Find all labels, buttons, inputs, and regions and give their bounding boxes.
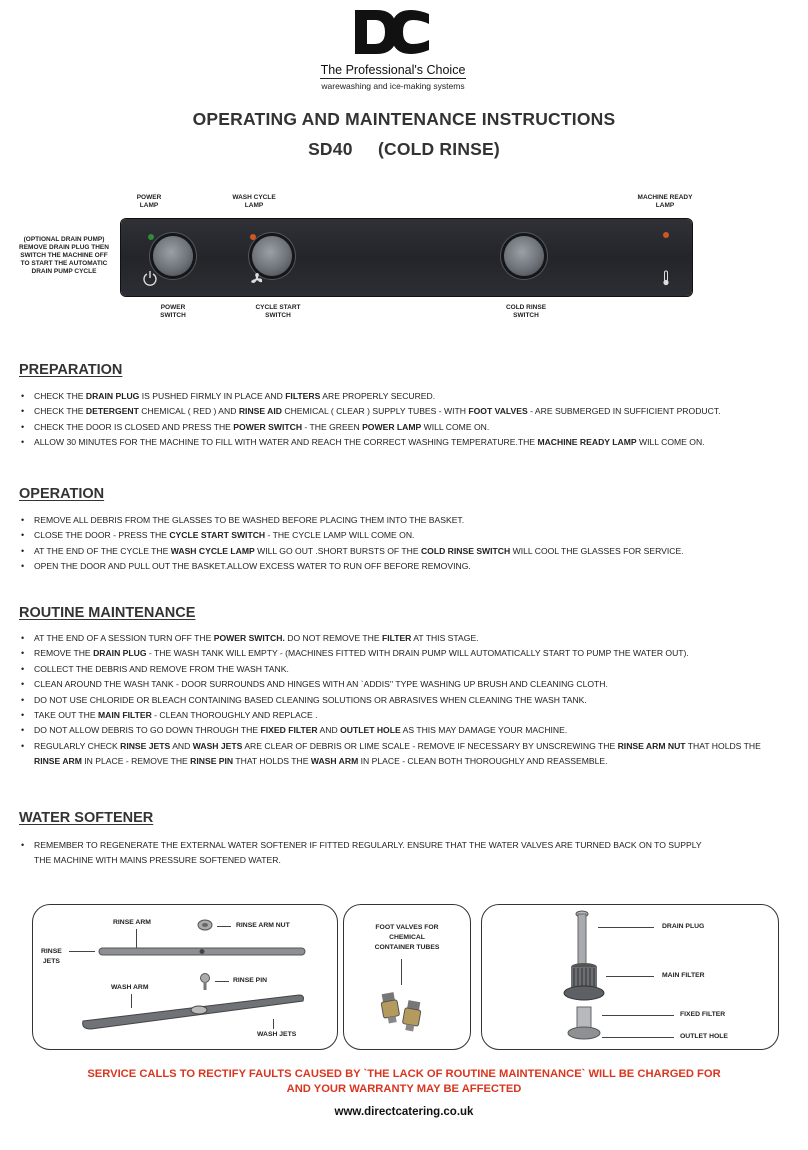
wash-cycle-lamp-label: WASH CYCLE LAMP	[232, 194, 276, 209]
bold-term: DRAIN PLUG	[93, 648, 147, 659]
bold-term: FILTERS	[285, 391, 321, 401]
list-item	[19, 389, 789, 404]
routine-maintenance-heading: ROUTINE MAINTENANCE	[19, 605, 196, 621]
operation-heading: OPERATION	[19, 486, 105, 502]
preparation-list	[19, 389, 789, 451]
text-run: REMOVE THE	[34, 648, 94, 659]
foot-valves-diagram-box	[343, 904, 471, 1050]
power-switch-label: POWER SWITCH	[160, 304, 186, 319]
bold-term: FILTER	[381, 633, 412, 643]
text-run: CHECK THE DOOR IS CLOSED AND PRESS THE	[34, 421, 234, 432]
text-run: - CLEAN THOROUGHLY AND REPLACE .	[151, 710, 318, 721]
list-item	[19, 708, 789, 723]
rinse-pin-leader	[215, 981, 229, 982]
machine-ready-lamp	[663, 232, 669, 238]
rinse-arm-image	[97, 945, 307, 959]
text-run: CHECK THE	[34, 391, 86, 401]
text-run: REGULARLY CHECK	[34, 740, 121, 751]
text-run: CLOSE THE DOOR - PRESS THE	[34, 530, 170, 541]
text-run: - THE CYCLE LAMP WILL COME ON.	[265, 530, 415, 541]
bold-term: MACHINE READY LAMP	[537, 437, 637, 448]
text-run: - THE WASH TANK WILL EMPTY - (MACHINES FITTED WITH DRAIN PUMP WILL AUTOMATICALLY START TO PUMP THE WATER OUT).	[146, 648, 689, 659]
text-run: IN PLACE - REMOVE THE	[81, 756, 191, 767]
text-run: AND	[170, 740, 193, 751]
bold-term: POWER SWITCH	[233, 421, 303, 432]
bold-term: POWER LAMP	[362, 421, 422, 432]
bold-term: RINSE ARM NUT	[617, 740, 686, 751]
text-run: THAT HOLDS THE	[233, 756, 311, 767]
text-run: AS THIS MAY DAMAGE YOUR MACHINE.	[400, 725, 568, 736]
wash-jets-leader	[273, 1019, 274, 1029]
warranty-warning: SERVICE CALLS TO RECTIFY FAULTS CAUSED BY `THE LACK OF ROUTINE MAINTENANCE` WILL BE CHARGED FOR AND YOUR WARRANTY MAY BE AFFECTED	[87, 1068, 721, 1095]
text-run: REMEMBER TO REGENERATE THE EXTERNAL WATER SOFTENER IF FITTED REGULARLY. ENSURE THAT THE WATER VALVES ARE TURNED BACK ON TO SUPPLY THE MACHINE WITH MAINS PRESSURE SOFTENED WATER.	[34, 840, 702, 866]
text-run: WILL COME ON.	[636, 437, 705, 448]
list-item	[19, 559, 789, 574]
rinse-arm-nut-leader	[217, 926, 231, 927]
bold-term: WASH CYCLE LAMP	[170, 545, 255, 556]
bold-term: RINSE ARM	[34, 756, 82, 767]
power-lamp-label: POWER LAMP	[136, 194, 162, 209]
text-run: - ARE SUBMERGED IN SUFFICIENT PRODUCT.	[527, 406, 721, 417]
bold-term: WASH ARM	[310, 756, 359, 767]
text-run: OPEN THE DOOR AND PULL OUT THE BASKET.ALLOW EXCESS WATER TO RUN OFF BEFORE REMOVING.	[34, 561, 471, 572]
list-item	[19, 404, 789, 419]
cold-rinse-switch[interactable]	[504, 236, 544, 276]
text-run: DO NOT USE CHLORIDE OR BLEACH CONTAINING BASED CLEANING SOLUTIONS OR ABRASIVES WHEN CLEANING THE WASH TANK.	[34, 694, 587, 705]
fixed-filter-label: FIXED FILTER	[680, 1011, 726, 1018]
main-filter-leader	[606, 976, 654, 977]
power-switch[interactable]	[153, 236, 193, 276]
text-run: CHEMICAL ( RED ) AND	[138, 406, 239, 417]
text-run: AT THIS STAGE.	[411, 633, 479, 643]
list-item	[19, 646, 789, 661]
rinse-arm-nut-icon	[197, 919, 213, 931]
text-run: IN PLACE - CLEAN BOTH THOROUGHLY AND REASSEMBLE.	[358, 756, 608, 767]
arms-diagram-box	[32, 904, 338, 1050]
page-title: OPERATING AND MAINTENANCE INSTRUCTIONS	[192, 109, 616, 129]
text-run: COLLECT THE DEBRIS AND REMOVE FROM THE WASH TANK.	[34, 663, 289, 674]
bold-term: COLD RINSE SWITCH	[420, 545, 511, 556]
list-item	[19, 739, 789, 770]
operation-list	[19, 513, 789, 575]
bold-term: DRAIN PLUG	[85, 391, 140, 401]
text-run: CHEMICAL ( CLEAR ) SUPPLY TUBES - WITH	[281, 406, 469, 417]
text-run: AT THE END OF A SESSION TURN OFF THE	[34, 633, 214, 643]
bold-term: RINSE PIN	[190, 756, 234, 767]
main-filter-label: MAIN FILTER	[662, 972, 705, 979]
bold-term: POWER SWITCH.	[213, 633, 285, 643]
outlet-hole-leader	[602, 1037, 674, 1038]
text-run: ALLOW 30 MINUTES FOR THE MACHINE TO FILL WITH WATER AND REACH THE CORRECT WASHING TEMPERATURE.THE	[34, 437, 538, 448]
list-item	[19, 677, 789, 692]
list-item	[19, 435, 789, 450]
list-item	[19, 513, 789, 528]
text-run: CLEAN AROUND THE WASH TANK - DOOR SURROUNDS AND HINGES WITH AN `ADDIS'' TYPE WASHING UP BRUSH AND CLEANING CLOTH.	[34, 679, 608, 690]
drain-pump-note: (OPTIONAL DRAIN PUMP) REMOVE DRAIN PLUG THEN SWITCH THE MACHINE OFF TO START THE AUTOMATIC DRAIN PUMP CYCLE	[19, 236, 109, 275]
foot-valves-leader	[401, 959, 402, 985]
rinse-pin-icon	[199, 973, 211, 991]
cycle-start-switch[interactable]	[252, 236, 292, 276]
rinse-arm-nut-label: RINSE ARM NUT	[236, 922, 290, 929]
filters-diagram-box	[481, 904, 779, 1050]
drain-plug-leader	[598, 927, 654, 928]
text-run: DO NOT ALLOW DEBRIS TO GO DOWN THROUGH THE	[34, 725, 261, 736]
bold-term: FOOT VALVES	[468, 406, 528, 417]
wash-arm-label: WASH ARM	[111, 984, 149, 991]
list-item	[19, 693, 789, 708]
text-run: AT THE END OF THE CYCLE THE	[34, 545, 171, 556]
cold-rinse-switch-label: COLD RINSE SWITCH	[505, 304, 547, 319]
bold-term: CYCLE START SWITCH	[169, 530, 266, 541]
water-softener-heading: WATER SOFTENER	[19, 810, 154, 826]
power-icon	[143, 270, 157, 286]
bold-term: RINSE JETS	[120, 740, 171, 751]
cycle-start-switch-label: CYCLE START SWITCH	[255, 304, 301, 319]
bold-term: DETERGENT	[85, 406, 139, 417]
list-item	[19, 544, 789, 559]
tagline-divider	[320, 78, 466, 79]
model-title: SD40 (COLD RINSE)	[308, 139, 500, 159]
text-run: - THE GREEN	[302, 421, 363, 432]
wash-jets-label: WASH JETS	[257, 1031, 297, 1038]
rinse-jets-leader	[69, 951, 95, 952]
text-run: ARE PROPERLY SECURED.	[320, 391, 436, 401]
preparation-heading: PREPARATION	[19, 362, 123, 378]
bold-term: WASH JETS	[192, 740, 243, 751]
text-run: AND	[317, 725, 341, 736]
drain-plug-label: DRAIN PLUG	[662, 923, 705, 930]
main-filter-image	[562, 961, 606, 1005]
dc-logo	[353, 8, 431, 56]
rinse-pin-label: RINSE PIN	[233, 977, 267, 984]
list-item	[19, 838, 719, 869]
list-item	[19, 631, 789, 646]
list-item	[19, 662, 789, 677]
fixed-filter-image	[566, 1005, 602, 1045]
foot-valves-label: FOOT VALVES FOR CHEMICAL CONTAINER TUBES	[374, 924, 440, 951]
text-run: WILL GO OUT .SHORT BURSTS OF THE	[254, 545, 421, 556]
text-run: THAT HOLDS THE	[685, 740, 761, 751]
wash-cycle-lamp	[250, 234, 256, 240]
text-run: CHECK THE	[34, 406, 86, 417]
text-run: ARE CLEAR OF DEBRIS OR LIME SCALE - REMOVE IF NECESSARY BY UNSCREWING THE	[242, 740, 618, 751]
fan-icon	[249, 272, 265, 286]
list-item	[19, 528, 789, 543]
bold-term: OUTLET HOLE	[340, 725, 401, 736]
list-item	[19, 723, 789, 738]
text-run: WILL COOL THE GLASSES FOR SERVICE.	[510, 545, 684, 556]
foot-valves-image	[378, 989, 428, 1033]
text-run: DO NOT REMOVE THE	[284, 633, 382, 643]
fixed-filter-leader	[602, 1015, 674, 1016]
bold-term: FIXED FILTER	[260, 725, 318, 736]
rinse-arm-label: RINSE ARM	[113, 919, 151, 926]
text-run: IS PUSHED FIRMLY IN PLACE AND	[139, 391, 286, 401]
power-lamp	[148, 234, 154, 240]
rinse-jets-label: RINSE JETS	[41, 948, 62, 965]
outlet-hole-label: OUTLET HOLE	[680, 1033, 728, 1040]
text-run: REMOVE ALL DEBRIS FROM THE GLASSES TO BE WASHED BEFORE PLACING THEM INTO THE BASKET.	[34, 515, 465, 525]
list-item	[19, 420, 789, 435]
website-link[interactable]: www.directcatering.co.uk	[334, 1106, 474, 1118]
softener-list	[19, 838, 719, 869]
text-run: TAKE OUT THE	[34, 710, 98, 721]
bold-term: MAIN FILTER	[98, 710, 152, 721]
drain-plug-image	[575, 909, 589, 969]
tagline: The Professional's Choice	[320, 63, 466, 77]
bold-term: RINSE AID	[238, 406, 282, 417]
thermometer-icon	[661, 270, 671, 286]
text-run: WILL COME ON.	[421, 421, 490, 432]
machine-ready-lamp-label: MACHINE READY LAMP	[637, 194, 693, 209]
sub-tagline: warewashing and ice-making systems	[321, 81, 465, 91]
maintenance-list	[19, 631, 789, 770]
control-panel	[121, 219, 692, 296]
